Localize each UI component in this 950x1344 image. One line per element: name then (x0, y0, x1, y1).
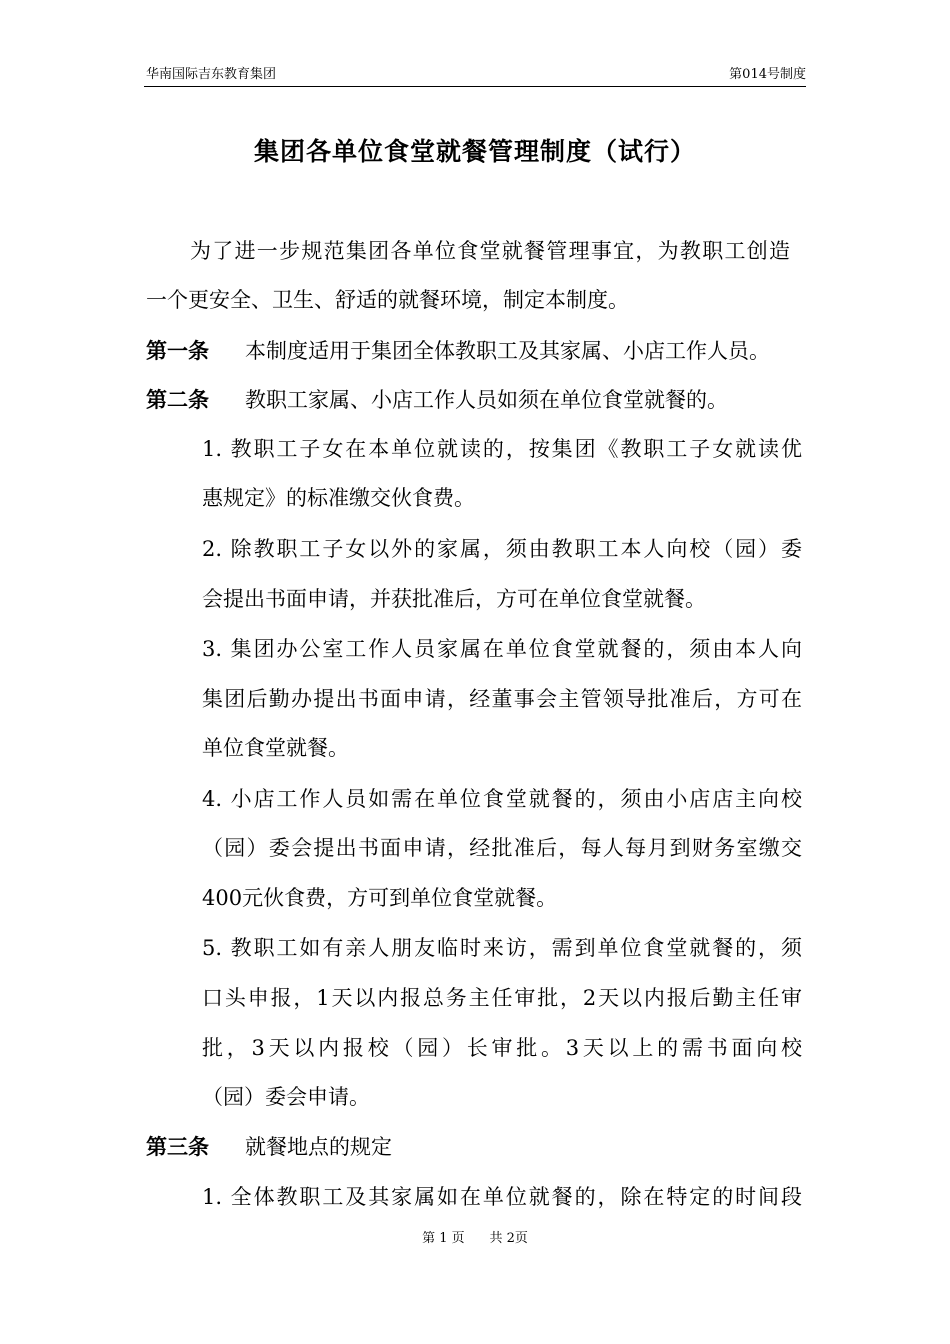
article-2-item-5-line-2: 口头申报，1天以内报总务主任审批，2天以内报后勤主任审 (202, 986, 802, 1010)
article-2-item-1-line-1: 1. 教职工子女在本单位就读的，按集团《教职工子女就读优 (202, 437, 802, 461)
page-footer (0, 1230, 950, 1248)
article-2-item-1-line-2: 惠规定》的标准缴交伙食费。 (202, 486, 475, 510)
document-title: 集团各单位食堂就餐管理制度（试行） (253, 137, 696, 166)
header-divider (144, 86, 806, 87)
article-2-text: 教职工家属、小店工作人员如须在单位食堂就餐的。 (245, 388, 728, 412)
article-2-item-3-line-1: 3. 集团办公室工作人员家属在单位食堂就餐的，须由本人向 (202, 637, 802, 661)
article-2-item-4-line-1: 4. 小店工作人员如需在单位食堂就餐的，须由小店店主向校 (202, 787, 802, 811)
article-2-item-4-line-2: （园）委会提出书面申请，经批准后，每人每月到财务室缴交 (202, 836, 802, 860)
article-1-label: 第一条 (146, 339, 209, 363)
article-2-item-2-line-1: 2. 除教职工子女以外的家属，须由教职工本人向校（园）委 (202, 537, 802, 561)
article-2-item-4-line-3: 400元伙食费，方可到单位食堂就餐。 (202, 886, 558, 910)
article-2-item-3-line-3: 单位食堂就餐。 (202, 736, 349, 760)
article-2-item-3-line-2: 集团后勤办提出书面申请，经董事会主管领导批准后，方可在 (202, 687, 802, 711)
header-organization: 华南国际吉东教育集团 (146, 67, 277, 82)
article-2-item-5-line-3: 批，3天以内报校（园）长审批。3天以上的需书面向校 (202, 1036, 802, 1060)
intro-line-1: 为了进一步规范集团各单位食堂就餐管理事宜，为教职工创造 (190, 239, 790, 263)
article-3-text: 就餐地点的规定 (245, 1135, 392, 1159)
footer-total-pages: 共 2页 (489, 1231, 528, 1246)
footer-page-number: 第 1 页 (422, 1231, 465, 1246)
header-document-number: 第014号制度 (729, 67, 806, 82)
intro-line-2: 一个更安全、卫生、舒适的就餐环境，制定本制度。 (146, 288, 629, 312)
article-1-text: 本制度适用于集团全体教职工及其家属、小店工作人员。 (245, 339, 770, 363)
article-2-item-5-line-4: （园）委会申请。 (202, 1085, 370, 1109)
article-2-item-5-line-1: 5. 教职工如有亲人朋友临时来访，需到单位食堂就餐的，须 (202, 936, 802, 960)
article-3-item-1-line-1: 1. 全体教职工及其家属如在单位就餐的，除在特定的时间段 (202, 1185, 802, 1209)
article-2-item-2-line-2: 会提出书面申请，并获批准后，方可在单位食堂就餐。 (202, 587, 706, 611)
article-3-label: 第三条 (146, 1135, 209, 1159)
article-2-label: 第二条 (146, 388, 209, 412)
